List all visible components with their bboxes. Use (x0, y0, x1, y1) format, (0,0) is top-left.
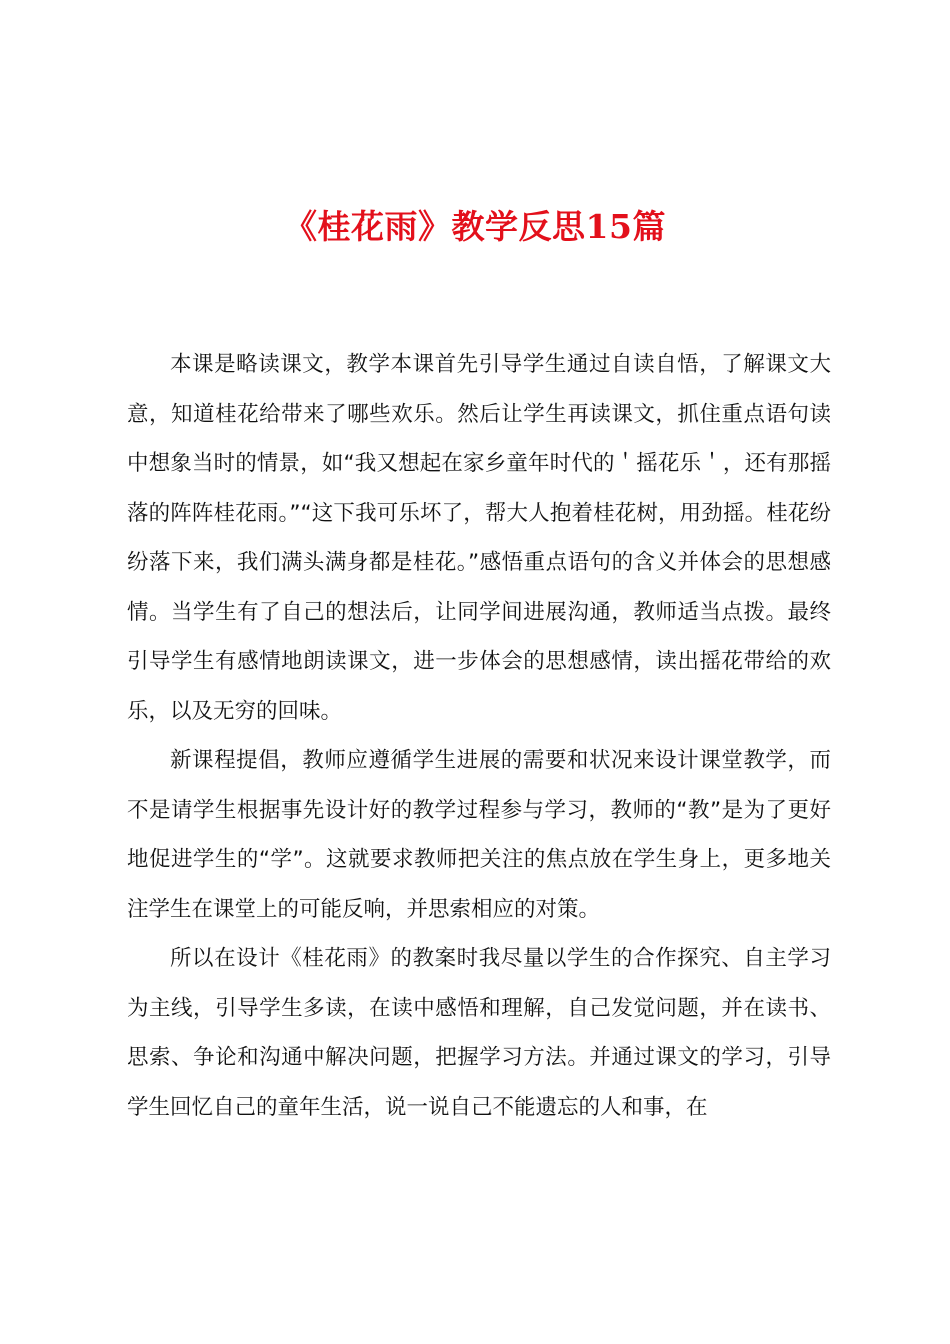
body-text (127, 340, 831, 1132)
paragraph-1: 本课是略读课文，教学本课首先引导学生通过自读自悟，了解课文大意，知道桂花给带来了哪些欢乐。然后让学生再读课文，抓住重点语句读中想象当时的情景，如“我又想起在家乡童年时代的＇摇花乐＇，还有那摇落的阵阵桂花雨。”“这下我可乐坏了，帮大人抱着桂花树，用劲摇。桂花纷纷落下来，我们满头满身都是桂花。”感悟重点语句的含义并体会的思想感情。当学生有了自己的想法后，让同学间进展沟通，教师适当点拨。最终引导学生有感情地朗读课文，进一步体会的思想感情，读出摇花带给的欢乐，以及无穷的回味。 (127, 352, 831, 724)
page-title: 《桂花雨》教学反思15篇 (284, 207, 666, 246)
paragraph-2: 新课程提倡，教师应遵循学生进展的需要和状况来设计课堂教学，而不是请学生根据事先设计好的教学过程参与学习，教师的“教”是为了更好地促进学生的“学”。这就要求教师把关注的焦点放在学生身上，更多地关注学生在课堂上的可能反响，并思索相应的对策。 (127, 748, 831, 922)
paragraph-3: 所以在设计《桂花雨》的教案时我尽量以学生的合作探究、自主学习为主线，引导学生多读，在读中感悟和理解，自己发觉问题，并在读书、思索、争论和沟通中解决问题，把握学习方法。并通过课文的学习，引导学生回忆自己的童年生活，说一说自己不能遗忘的人和事，在 (127, 946, 831, 1120)
